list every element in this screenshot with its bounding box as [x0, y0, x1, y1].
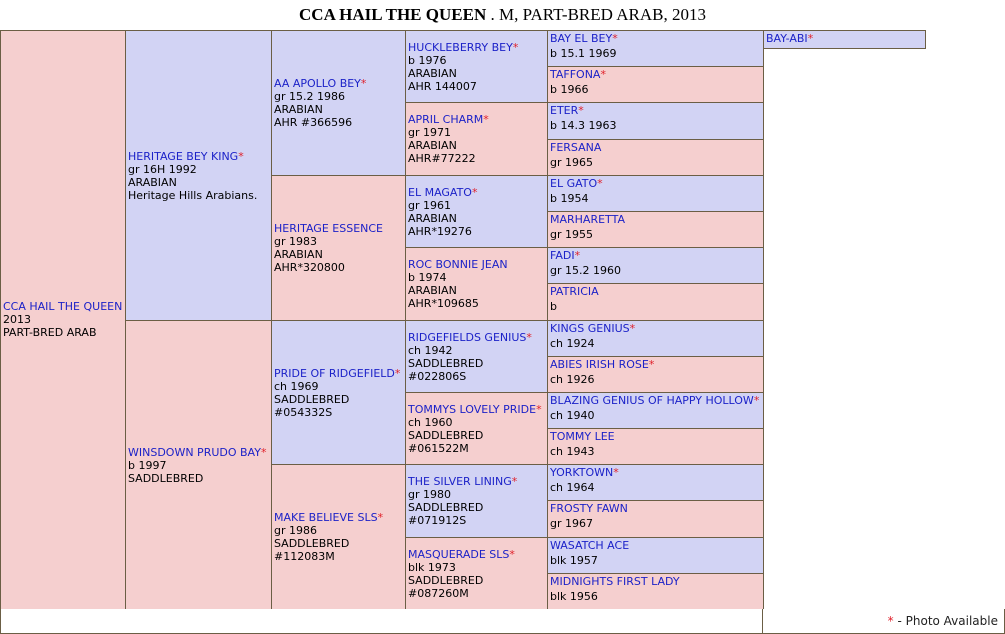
horse-name-link[interactable]: BAY-ABI	[766, 32, 808, 45]
horse-name-link[interactable]: TOMMY LEE	[550, 430, 615, 443]
name-line	[128, 150, 257, 163]
cell-content	[550, 103, 761, 133]
horse-detail: #022806S	[408, 369, 467, 383]
cell-content	[274, 511, 383, 563]
cell-content	[274, 222, 383, 274]
name-line	[274, 511, 383, 524]
horse-detail: #054332S	[274, 405, 333, 419]
horse-name-link[interactable]: MASQUERADE SLS	[408, 547, 510, 561]
pedigree-cell-gen4	[547, 283, 764, 321]
horse-detail: ARABIAN	[408, 284, 457, 297]
name-line	[274, 77, 366, 90]
photo-star: *	[574, 249, 581, 262]
horse-detail: SADDLEBRED	[408, 428, 484, 442]
name-line	[408, 258, 508, 271]
title-horse-name: CCA HAIL THE QUEEN	[299, 5, 487, 24]
horse-name-link[interactable]: ETER	[550, 104, 579, 117]
horse-detail: gr 1980	[408, 488, 451, 501]
name-line	[550, 140, 761, 155]
pedigree-cell-gen3	[405, 392, 548, 465]
photo-star: *	[807, 32, 814, 45]
name-line	[550, 321, 761, 336]
horse-name-link[interactable]: FERSANA	[550, 141, 602, 154]
cell-content	[408, 186, 477, 238]
footer-left-box	[0, 609, 763, 634]
name-line	[550, 465, 761, 480]
horse-name-link[interactable]: ROC BONNIE JEAN	[408, 258, 508, 271]
name-line	[274, 367, 400, 380]
horse-name-link[interactable]: MAKE BELIEVE SLS	[274, 511, 378, 524]
cell-content	[128, 446, 266, 485]
horse-name-link[interactable]: FROSTY FAWN	[550, 502, 628, 515]
pedigree-cell-gen3	[405, 30, 548, 103]
photo-star: *	[377, 511, 384, 524]
cell-content	[408, 548, 515, 600]
horse-detail: SADDLEBRED	[128, 471, 204, 485]
name-line	[550, 103, 761, 118]
name-line	[408, 113, 489, 126]
name-line	[550, 248, 761, 263]
horse-detail: gr 16H 1992	[128, 162, 197, 176]
horse-detail: b 1954	[550, 192, 589, 205]
photo-star: *	[629, 322, 636, 335]
cell-content	[408, 258, 508, 310]
pedigree-cell-gen4	[547, 320, 764, 357]
horse-detail: 2013	[3, 313, 31, 326]
horse-detail: b 14.3 1963	[550, 119, 617, 132]
horse-detail: AHR #366596	[274, 116, 353, 129]
cell-content	[550, 357, 761, 387]
horse-detail: b	[550, 300, 557, 313]
horse-name-link[interactable]: HERITAGE ESSENCE	[274, 222, 384, 235]
horse-detail: b 1997	[128, 458, 167, 472]
photo-star: *	[600, 68, 606, 81]
pedigree-cell-gen3	[405, 537, 548, 610]
horse-detail: ARABIAN	[408, 66, 457, 80]
pedigree-cell-gen3	[405, 102, 548, 176]
horse-detail: AHR*109685	[408, 297, 479, 310]
cell-content	[408, 41, 518, 93]
cell-content	[408, 113, 489, 165]
name-line	[408, 475, 517, 488]
photo-legend	[762, 609, 1005, 634]
cell-content	[550, 67, 761, 97]
horse-name-link[interactable]: HERITAGE BEY KING	[128, 149, 239, 163]
name-line	[274, 222, 383, 235]
pedigree-cell-gen4	[547, 392, 764, 429]
horse-name-link[interactable]: PATRICIA	[550, 285, 599, 298]
cell-content	[550, 321, 761, 351]
pedigree-cell-gen5	[763, 30, 926, 49]
horse-detail: b 15.1 1969	[550, 47, 617, 60]
photo-star: *	[536, 402, 542, 416]
horse-detail: blk 1956	[550, 590, 598, 603]
name-line	[550, 67, 761, 82]
pedigree-cell-gen3	[405, 320, 548, 393]
pedigree-cell-gen4	[547, 573, 764, 610]
photo-star: *	[597, 177, 603, 190]
cell-content	[408, 403, 542, 455]
horse-detail: SADDLEBRED	[274, 392, 350, 406]
horse-detail: SADDLEBRED	[408, 356, 484, 370]
horse-name-link[interactable]: PRIDE OF RIDGEFIELD	[274, 366, 395, 380]
horse-detail: b 1976	[408, 53, 447, 67]
horse-detail: #087260M	[408, 586, 469, 600]
photo-star: *	[511, 475, 518, 488]
cell-content	[550, 465, 761, 495]
name-line	[408, 331, 532, 344]
photo-star: *	[526, 330, 532, 344]
legend-text: - Photo Available	[893, 614, 998, 628]
name-line	[550, 176, 761, 191]
horse-detail: ch 1942	[408, 343, 453, 357]
pedigree-cell-gen4	[547, 464, 764, 501]
horse-detail: ch 1943	[550, 445, 595, 458]
horse-detail: AHR*19276	[408, 224, 472, 238]
photo-star: *	[509, 547, 515, 561]
horse-detail: SADDLEBRED	[274, 537, 350, 550]
horse-name-link[interactable]: WASATCH ACE	[550, 539, 630, 552]
horse-name-link[interactable]: RIDGEFIELDS GENIUS	[408, 330, 527, 344]
name-line	[550, 212, 761, 227]
horse-name-link[interactable]: KINGS GENIUS	[550, 322, 630, 335]
horse-detail: gr 1965	[550, 156, 593, 169]
cell-content	[550, 501, 761, 531]
horse-name-link[interactable]: EL MAGATO	[408, 185, 472, 199]
cell-content	[128, 150, 257, 202]
pedigree-cell-gen1	[125, 30, 272, 321]
pedigree-cell-gen4	[547, 428, 764, 465]
name-line	[408, 186, 477, 199]
horse-detail: ARABIAN	[274, 103, 323, 116]
name-line	[550, 574, 761, 589]
photo-star: *	[238, 149, 244, 163]
horse-detail: #112083M	[274, 550, 335, 563]
horse-name-link[interactable]: FADI	[550, 249, 575, 262]
pedigree-cell-gen3	[405, 175, 548, 248]
pedigree-cell-gen4	[547, 247, 764, 284]
name-line	[550, 429, 761, 444]
horse-detail: gr 1967	[550, 517, 593, 530]
name-line	[550, 357, 761, 372]
horse-name-link[interactable]: BLAZING GENIUS OF HAPPY HOLLOW	[550, 394, 754, 407]
pedigree-cell-gen4	[547, 537, 764, 574]
pedigree-cell-gen3	[405, 464, 548, 538]
name-line	[408, 548, 515, 561]
cell-content	[550, 31, 761, 61]
cell-content	[550, 212, 761, 242]
name-line	[550, 284, 761, 299]
horse-detail: ARABIAN	[128, 175, 177, 189]
cell-content	[274, 77, 366, 129]
pedigree-cell-gen4	[547, 500, 764, 538]
horse-name-link[interactable]: THE SILVER LINING	[408, 475, 512, 488]
name-line	[550, 393, 761, 408]
horse-detail: ch 1926	[550, 373, 595, 386]
cell-content	[408, 331, 532, 383]
cell-content	[550, 574, 761, 604]
horse-name-link[interactable]: TOMMYS LOVELY PRIDE	[408, 402, 537, 416]
cell-content	[550, 538, 761, 568]
horse-detail: #071912S	[408, 514, 467, 527]
horse-name-link[interactable]: MARHARETTA	[550, 213, 625, 226]
photo-star: *	[612, 32, 618, 45]
horse-detail: b 1974	[408, 271, 447, 284]
photo-star: *	[648, 358, 655, 371]
pedigree-cell-gen2	[271, 175, 406, 321]
horse-detail: blk 1957	[550, 554, 598, 567]
photo-star: *	[260, 445, 267, 459]
horse-detail: AHR 144007	[408, 79, 477, 93]
name-line	[408, 41, 518, 54]
pedigree-cell-gen2	[271, 30, 406, 176]
pedigree-cell-gen4	[547, 175, 764, 212]
pedigree-cell-gen4	[547, 102, 764, 140]
pedigree-cell-subject	[0, 30, 126, 610]
horse-detail: Heritage Hills Arabians.	[128, 188, 258, 202]
name-line	[550, 31, 761, 46]
horse-detail: ARABIAN	[274, 248, 323, 261]
horse-detail: gr 1983	[274, 235, 317, 248]
horse-name-link[interactable]: HUCKLEBERRY BEY	[408, 40, 513, 54]
photo-star: *	[613, 466, 619, 479]
horse-detail: ch 1924	[550, 337, 595, 350]
pedigree-cell-gen4	[547, 211, 764, 248]
horse-detail: SADDLEBRED	[408, 501, 484, 514]
pedigree-cell-gen3	[405, 247, 548, 321]
horse-detail: b 1966	[550, 83, 589, 96]
horse-name-link[interactable]: TAFFONA	[550, 68, 601, 81]
horse-name-link[interactable]: AA APOLLO BEY	[274, 77, 361, 90]
name-line	[550, 501, 761, 516]
cell-content	[550, 393, 761, 423]
horse-name-link[interactable]: YORKTOWN	[550, 466, 614, 479]
horse-detail: PART-BRED ARAB	[3, 326, 97, 339]
pedigree-cell-gen4	[547, 139, 764, 176]
horse-detail: ch 1940	[550, 409, 595, 422]
pedigree-cell-gen2	[271, 464, 406, 610]
horse-detail: gr 1955	[550, 228, 593, 241]
horse-detail: gr 1961	[408, 198, 451, 212]
title-details: . M, PART-BRED ARAB, 2013	[486, 5, 706, 24]
horse-detail: #061522M	[408, 441, 469, 455]
horse-detail: ARABIAN	[408, 211, 457, 225]
horse-detail: SADDLEBRED	[408, 573, 484, 587]
cell-content	[408, 475, 517, 527]
pedigree-cell-gen4	[547, 30, 764, 67]
horse-name-link[interactable]: WINSDOWN PRUDO BAY	[128, 445, 261, 459]
horse-detail: gr 15.2 1986	[274, 90, 345, 103]
cell-content	[274, 367, 400, 419]
horse-detail: ch 1964	[550, 481, 595, 494]
name-line	[408, 403, 542, 416]
horse-detail: gr 1986	[274, 524, 317, 537]
photo-star: *	[753, 394, 760, 407]
horse-detail: ch 1969	[274, 379, 319, 393]
pedigree-cell-gen4	[547, 66, 764, 103]
horse-detail: AHR#77222	[408, 152, 476, 165]
cell-content	[550, 429, 761, 459]
horse-detail: ARABIAN	[408, 139, 457, 152]
horse-name-link[interactable]: MIDNIGHTS FIRST LADY	[550, 575, 680, 588]
horse-name-link[interactable]: CCA HAIL THE QUEEN	[3, 300, 123, 313]
photo-star: *	[512, 40, 519, 54]
photo-star: *	[578, 104, 584, 117]
pedigree-cell-gen2	[271, 320, 406, 465]
cell-content	[550, 176, 761, 206]
cell-content	[550, 248, 761, 278]
horse-detail: AHR*320800	[274, 261, 345, 274]
horse-detail: blk 1973	[408, 560, 456, 574]
horse-detail: gr 15.2 1960	[550, 264, 621, 277]
cell-content	[550, 140, 761, 170]
legend-star: *	[887, 614, 894, 628]
pedigree-cell-gen4	[547, 356, 764, 393]
horse-name-link[interactable]: APRIL CHARM	[408, 113, 484, 126]
photo-star: *	[483, 113, 489, 126]
name-line	[128, 446, 266, 459]
horse-detail: ch 1960	[408, 415, 453, 429]
cell-content	[550, 284, 761, 314]
photo-star: *	[471, 185, 478, 199]
horse-name-link[interactable]: EL GATO	[550, 177, 598, 190]
pedigree-cell-gen1	[125, 320, 272, 610]
name-line	[550, 538, 761, 553]
photo-star: *	[360, 77, 367, 90]
horse-name-link[interactable]: ABIES IRISH ROSE	[550, 358, 649, 371]
photo-star: *	[394, 366, 401, 380]
horse-detail: gr 1971	[408, 126, 451, 139]
horse-name-link[interactable]: BAY EL BEY	[550, 32, 613, 45]
